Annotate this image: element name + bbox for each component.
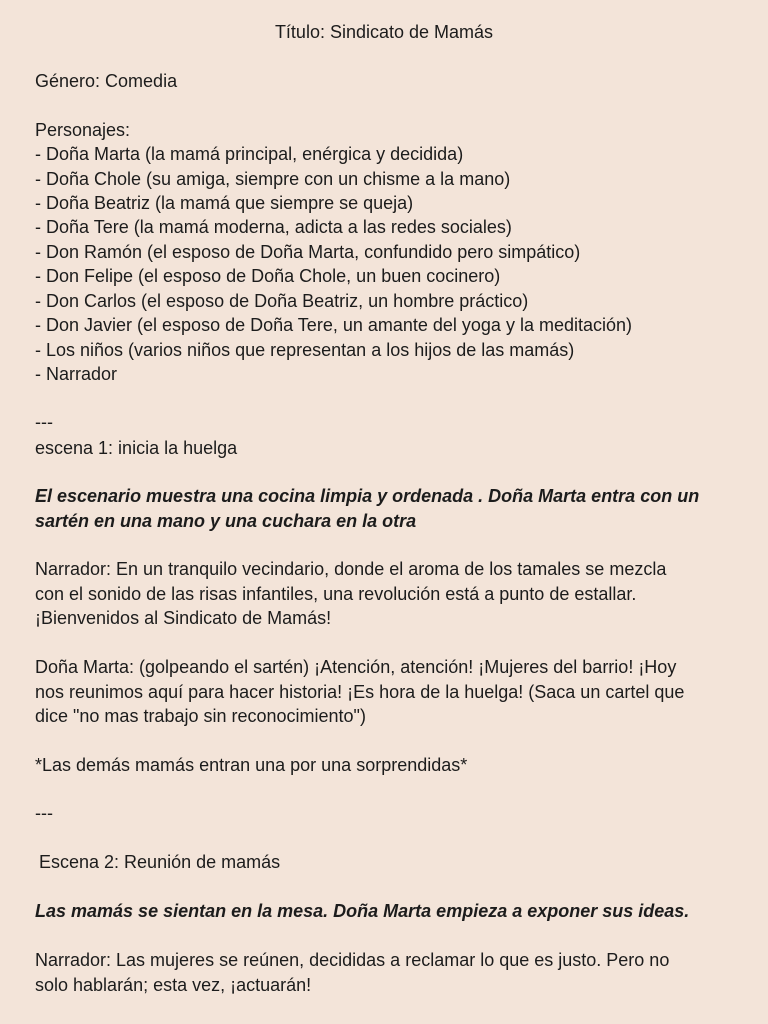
scene-1-marta-line: dice "no mas trabajo sin reconocimiento") (35, 706, 366, 726)
character-item: - Don Javier (el esposo de Doña Tere, un amante del yoga y la meditación) (35, 315, 632, 335)
characters-heading: Personajes: (35, 120, 131, 140)
character-item: - Doña Marta (la mamá principal, enérgica y decidida) (35, 144, 464, 164)
scene-2-narrator-line: solo hablarán; esta vez, ¡actuarán! (35, 975, 312, 995)
section-separator: --- (35, 803, 53, 823)
document-title: Título: Sindicato de Mamás (274, 22, 494, 42)
scene-1-narrator-line: con el sonido de las risas infantiles, una revolución está a punto de estallar. (35, 584, 637, 604)
character-item: - Doña Beatriz (la mamá que siempre se queja) (35, 193, 414, 213)
section-separator: --- (35, 412, 53, 432)
character-item: - Don Carlos (el esposo de Doña Beatriz, un hombre práctico) (35, 291, 529, 311)
genre-line: Género: Comedia (35, 71, 178, 91)
character-item: - Don Felipe (el esposo de Doña Chole, un buen cocinero) (35, 266, 501, 286)
scene-1-narrator-line: ¡Bienvenidos al Sindicato de Mamás! (35, 608, 332, 628)
scene-2-stage-direction: Las mamás se sientan en la mesa. Doña Marta empieza a exponer sus ideas. (35, 901, 690, 921)
character-item: - Doña Chole (su amiga, siempre con un chisme a la mano) (35, 169, 511, 189)
scene-1-direction: *Las demás mamás entran una por una sorprendidas* (35, 755, 468, 775)
scene-1-marta-line: nos reunimos aquí para hacer historia! ¡Es hora de la huelga! (Saca un cartel que (35, 682, 685, 702)
scene-2-narrator-line: Narrador: Las mujeres se reúnen, decididas a reclamar lo que es justo. Pero no (35, 950, 670, 970)
character-item: - Doña Tere (la mamá moderna, adicta a las redes sociales) (35, 217, 512, 237)
scene-1-heading: escena 1: inicia la huelga (35, 438, 238, 458)
character-item: - Los niños (varios niños que representan a los hijos de las mamás) (35, 340, 575, 360)
scene-1-stage-direction: sartén en una mano y una cuchara en la otra (35, 511, 417, 531)
scene-1-marta-line: Doña Marta: (golpeando el sartén) ¡Atención, atención! ¡Mujeres del barrio! ¡Hoy (35, 657, 677, 677)
character-item: - Don Ramón (el esposo de Doña Marta, confundido pero simpático) (35, 242, 581, 262)
scene-1-narrator-line: Narrador: En un tranquilo vecindario, donde el aroma de los tamales se mezcla (35, 559, 667, 579)
scene-1-stage-direction: El escenario muestra una cocina limpia y ordenada . Doña Marta entra con un (35, 486, 700, 506)
scene-2-heading: Escena 2: Reunión de mamás (39, 852, 281, 872)
character-item: - Narrador (35, 364, 118, 384)
